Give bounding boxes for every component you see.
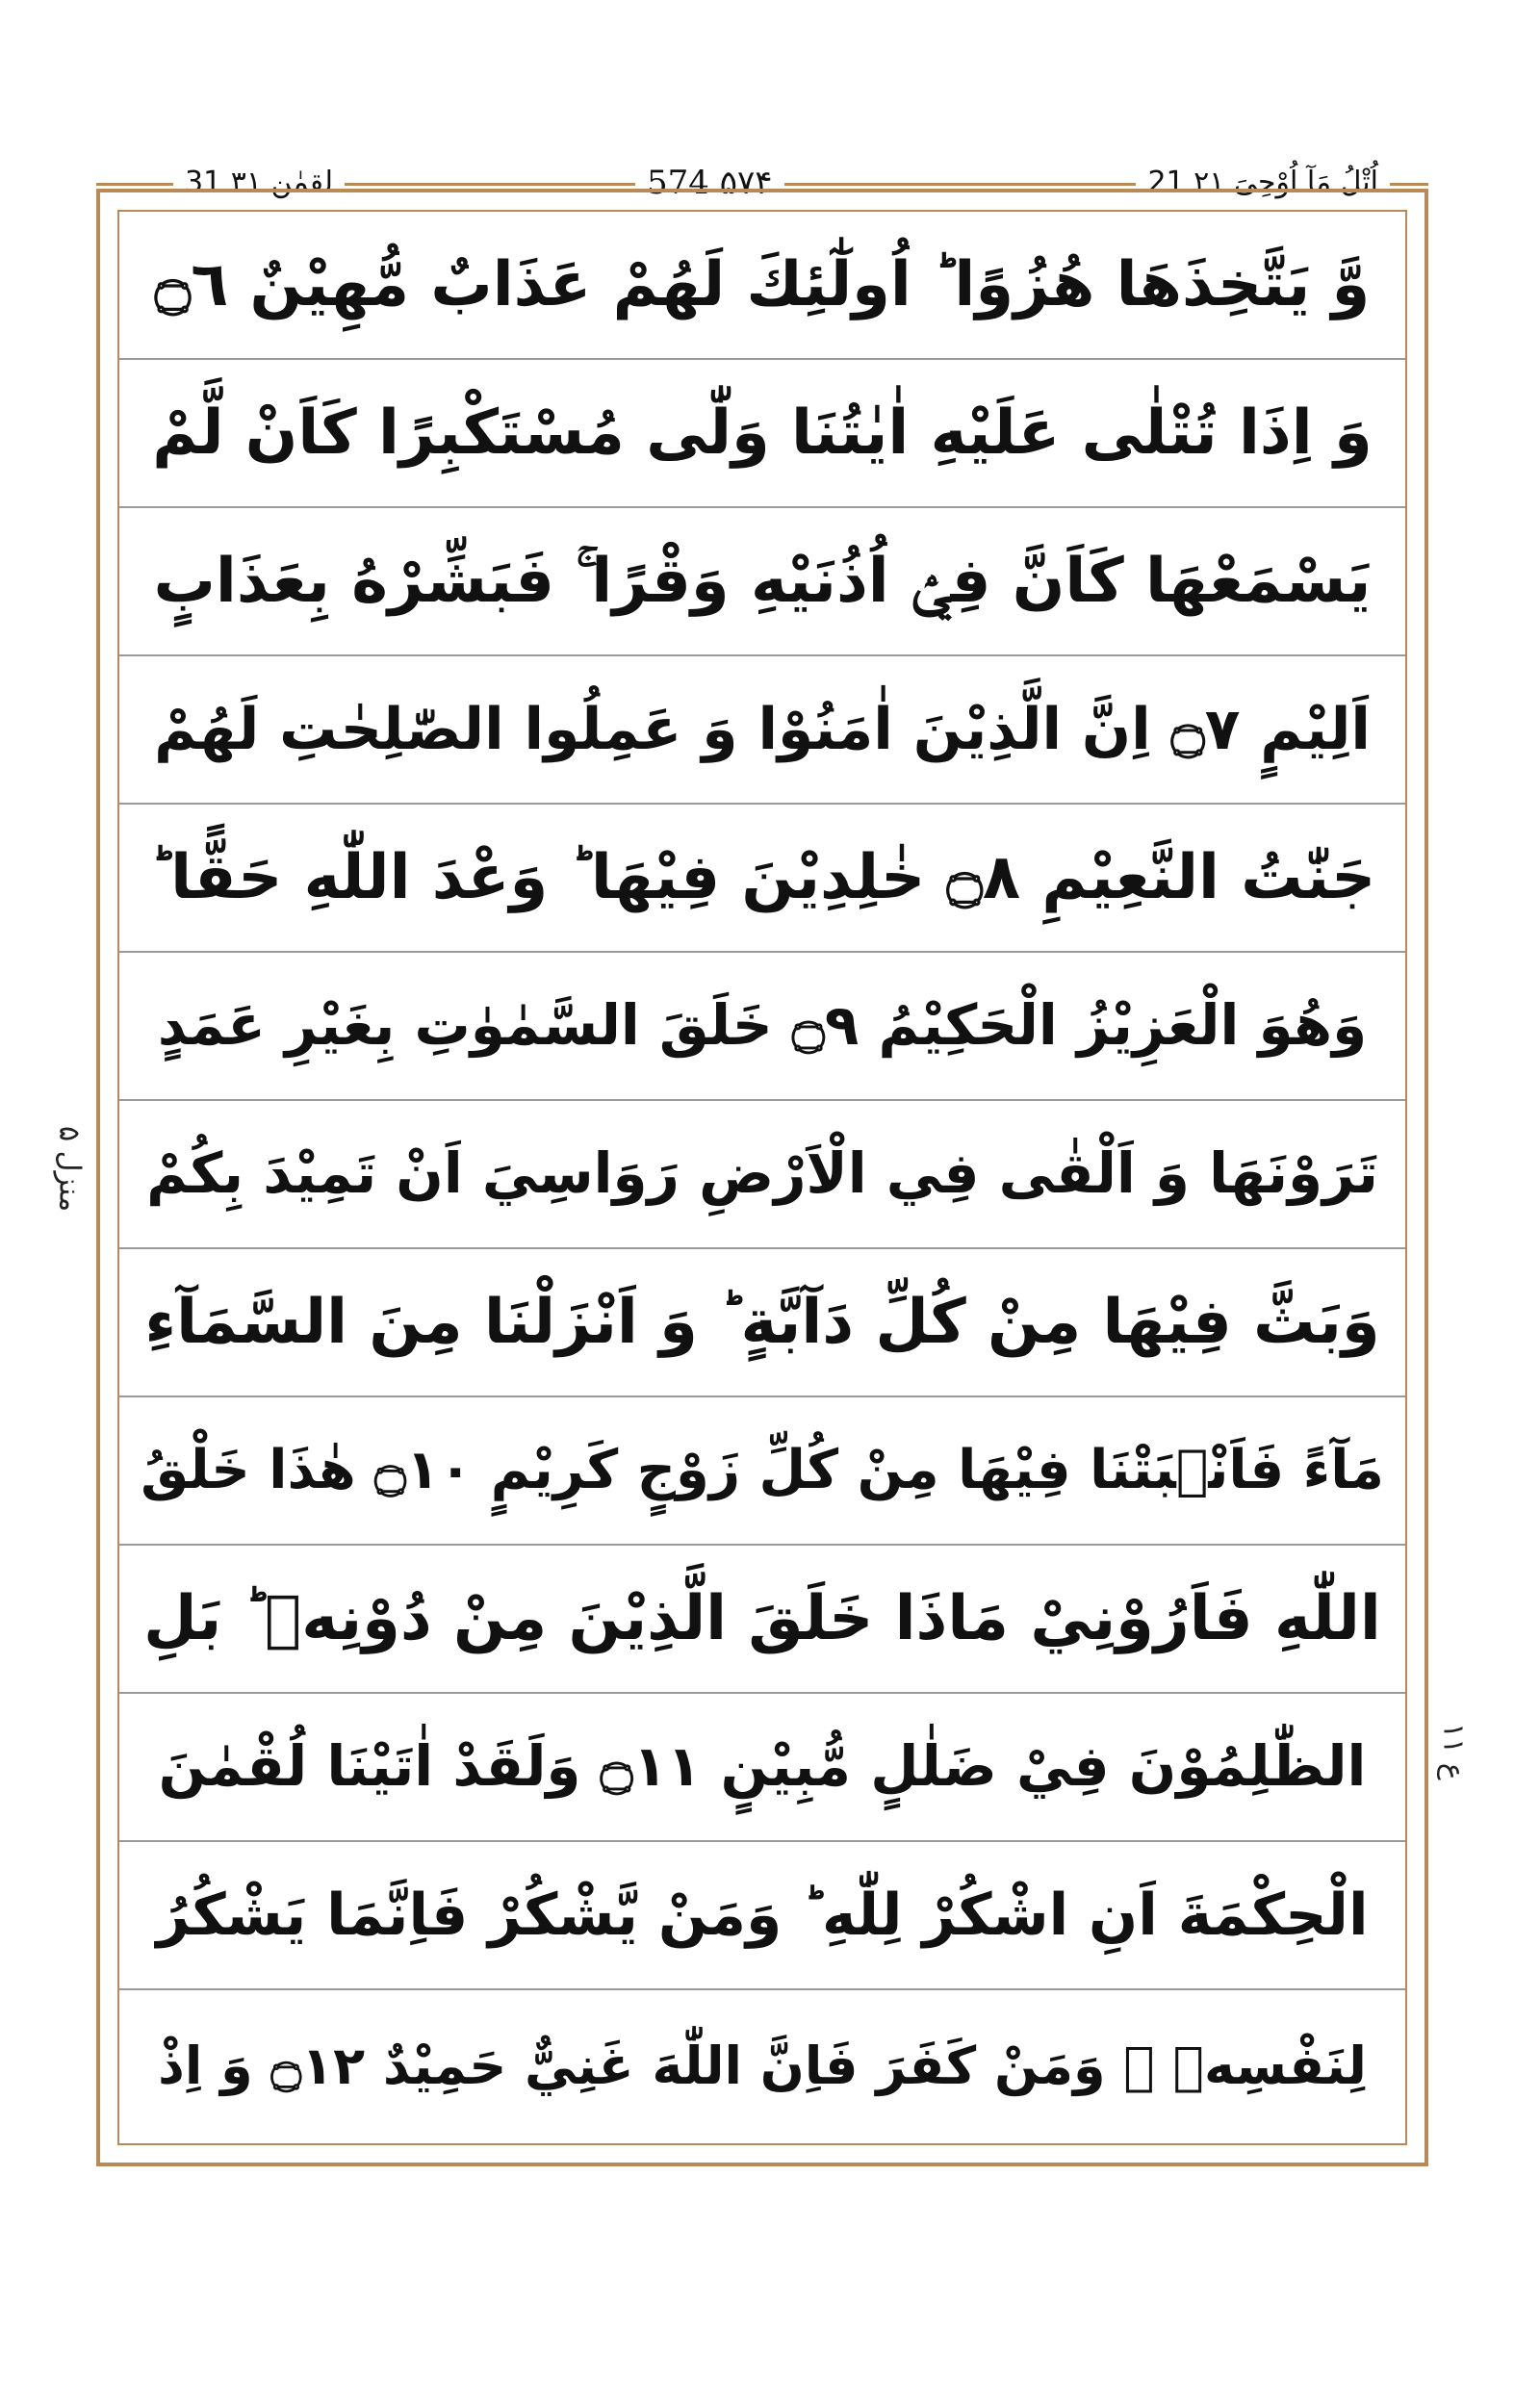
line-text: اللّٰهِ فَاَرُوْنِيْ مَاذَا خَلَقَ الَّذِيْنَ مِنْ دُوْنِهٖ ؕ بَلِ	[143, 1582, 1381, 1654]
line-text: يَسْمَعْهَا كَاَنَّ فِيْۤ اُذُنَيْهِ وَقْرًا ۚ فَبَشِّرْهُ بِعَذَابٍ	[153, 545, 1372, 617]
line-text: اَلِيْمٍ ۝٧ اِنَّ الَّذِيْنَ اٰمَنُوْا وَ عَمِلُوا الصّٰلِحٰتِ لَهُمْ	[154, 696, 1371, 763]
line-text: مَآءً فَاَنْۢبَتْنَا فِيْهَا مِنْ كُلِّ زَوْجٍ كَرِيْمٍ ۝١٠ هٰذَا خَلْقُ	[141, 1439, 1384, 1502]
line-text: وَهُوَ الْعَزِيْزُ الْحَكِيْمُ ۝٩ خَلَقَ السَّمٰوٰتِ بِغَيْرِ عَمَدٍ	[157, 992, 1368, 1059]
line-text: الظّٰلِمُوْنَ فِيْ ضَلٰلٍ مُّبِيْنٍ ۝١١ وَلَقَدْ اٰتَيْنَا لُقْمٰنَ	[158, 1733, 1367, 1800]
text-line	[119, 1101, 1405, 1249]
text-frame	[117, 210, 1407, 2145]
surah-label: لقمٰن ٣١ 31	[173, 162, 345, 204]
text-line	[119, 805, 1405, 953]
manzil-marker: منزل ۵	[52, 1126, 87, 1213]
text-line	[119, 1694, 1405, 1842]
line-text: وَ اِذَا تُتْلٰى عَلَيْهِ اٰيٰتُنَا وَلّٰى مُسْتَكْبِرًا كَاَنْ لَّمْ	[152, 397, 1373, 469]
line-text: جَنّٰتُ النَّعِيْمِ ۝٨ خٰلِدِيْنَ فِيْهَا ؕ وَعْدَ اللّٰهِ حَقًّا ؕ	[148, 841, 1376, 913]
text-line	[119, 212, 1405, 360]
line-text: لِنَفْسِهٖ ۚ وَمَنْ كَفَرَ فَاِنَّ اللّٰهَ غَنِيٌّ حَمِيْدٌ ۝١٢ وَ اِذْ	[158, 2035, 1367, 2097]
line-text: الْحِكْمَةَ اَنِ اشْكُرْ لِلّٰهِ ؕ وَمَنْ يَّشْكُرْ فَاِنَّمَا يَشْكُرُ	[156, 1882, 1369, 1949]
text-line	[119, 953, 1405, 1101]
line-text: تَرَوْنَهَا وَ اَلْقٰى فِي الْاَرْضِ رَوَاسِيَ اَنْ تَمِيْدَ بِكُمْ	[146, 1140, 1378, 1207]
text-line	[119, 1546, 1405, 1694]
text-line	[119, 1397, 1405, 1546]
text-line	[119, 1842, 1405, 1990]
text-line	[119, 508, 1405, 656]
para-label: 21 اُتْلُ مَآ اُوْحِیَ ۲۱	[1136, 162, 1390, 204]
line-text: وَّ يَتَّخِذَهَا هُزُوًا ؕ اُولٰٓئِكَ لَهُمْ عَذَابٌ مُّهِيْنٌ ۝٦	[154, 248, 1371, 320]
ruku-marker: ع ١١	[1436, 1723, 1471, 1780]
text-line	[119, 656, 1405, 805]
page-number: 574 ۵۷۴	[635, 162, 784, 204]
text-line	[119, 1249, 1405, 1397]
line-text: وَبَثَّ فِيْهَا مِنْ كُلِّ دَآبَّةٍ ؕ وَ اَنْزَلْنَا مِنَ السَّمَآءِ	[144, 1286, 1380, 1358]
text-line	[119, 360, 1405, 508]
text-line	[119, 1990, 1405, 2143]
